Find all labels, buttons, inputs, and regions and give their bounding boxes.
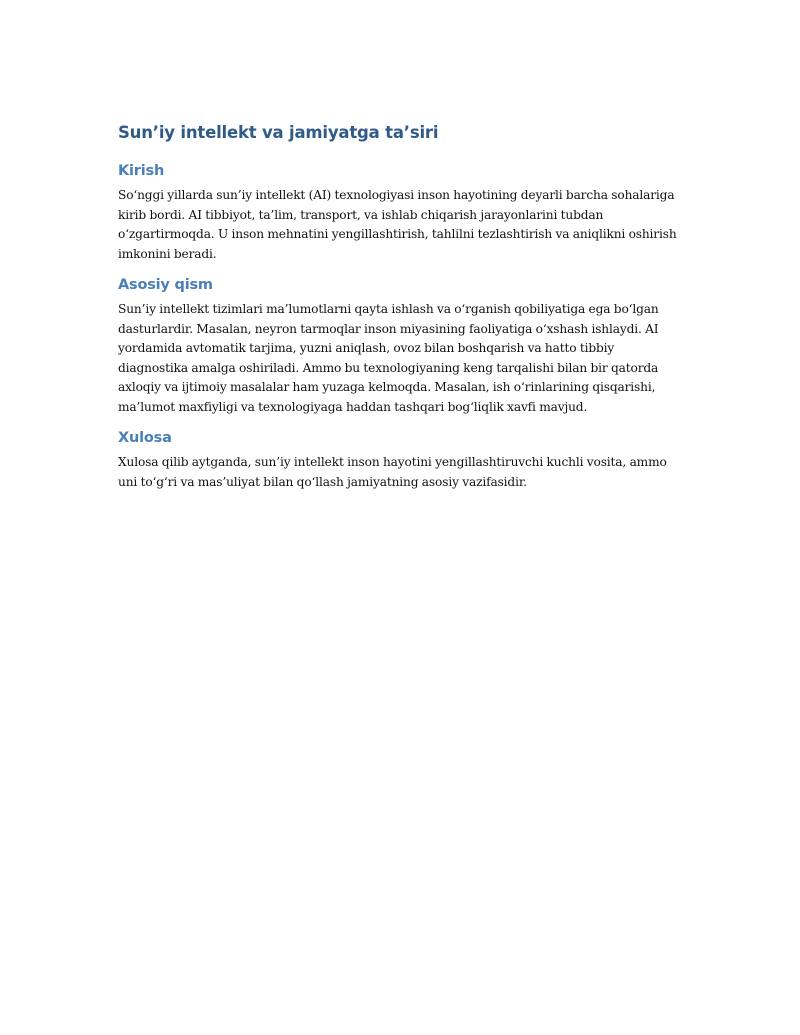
document-body [118,121,684,492]
paragraph-asosiy-qism: Sun’iy intellekt tizimlari ma’lumotlarni qayta ishlash va o‘rganish qobiliyatiga ega bo‘lgan dasturlardir. Masalan, neyron tarmoqlar inson miyasining faoliyatiga o‘xshash ishlaydi. AI yordamida avtomatik tarjima, yuzni aniqlash, ovoz bilan boshqarish va hatto tibbiy diagnostika amalga oshiriladi. Ammo bu texnologiyaning keng tarqalishi bilan bir qatorda axloqiy va ijtimoiy masalalar ham yuzaga kelmoqda. Masalan, ish o‘rinlarining qisqarishi, ma’lumot maxfiyligi va texnologiyaga haddan tashqari bog‘liqlik xavfi mavjud. [118,302,659,414]
section-heading-xulosa: Xulosa [118,430,172,446]
paragraph-xulosa: Xulosa qilib aytganda, sun’iy intellekt inson hayotini yengillashtiruvchi kuchli vosita, ammo uni to‘g‘ri va mas’uliyat bilan qo‘llash jamiyatning asosiy vazifasidir. [118,455,667,489]
section-heading-kirish: Kirish [118,163,165,179]
paragraph-kirish: So‘nggi yillarda sun’iy intellekt (AI) texnologiyasi inson hayotining deyarli barcha sohalariga kirib bordi. AI tibbiyot, ta’lim, transport, va ishlab chiqarish jarayonlarini tubdan o‘zgartirmoqda. U inson mehnatini yengillashtirish, tahlilni tezlashtirish va aniqlikni oshirish imkonini beradi. [118,188,677,261]
document-title: Sun’iy intellekt va jamiyatga ta’siri [118,123,439,142]
section-heading-asosiy-qism: Asosiy qism [118,277,213,293]
